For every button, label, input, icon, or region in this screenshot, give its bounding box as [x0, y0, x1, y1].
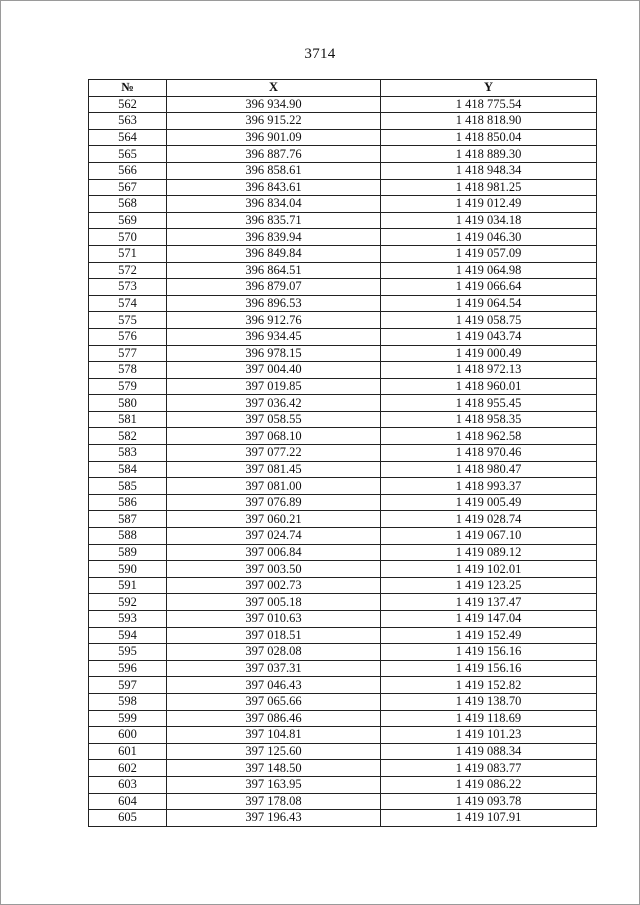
- table-row: [89, 328, 597, 345]
- y-coordinate-cell: 1 419 028.74: [381, 511, 597, 528]
- table-row: [89, 262, 597, 279]
- y-coordinate-cell: 1 419 152.82: [381, 677, 597, 694]
- point-number-cell: 578: [89, 362, 167, 379]
- point-number-cell: 570: [89, 229, 167, 246]
- table-row: [89, 411, 597, 428]
- x-coordinate-cell: 397 148.50: [167, 760, 381, 777]
- y-coordinate-cell: 1 418 955.45: [381, 395, 597, 412]
- table-row: [89, 810, 597, 827]
- point-number-cell: 579: [89, 378, 167, 395]
- point-number-cell: 581: [89, 411, 167, 428]
- point-number-cell: 567: [89, 179, 167, 196]
- y-coordinate-cell: 1 419 064.98: [381, 262, 597, 279]
- point-number-cell: 577: [89, 345, 167, 362]
- point-number-cell: 562: [89, 96, 167, 113]
- x-coordinate-cell: 397 002.73: [167, 577, 381, 594]
- y-coordinate-cell: 1 419 043.74: [381, 328, 597, 345]
- table-row: [89, 312, 597, 329]
- point-number-cell: 582: [89, 428, 167, 445]
- y-coordinate-cell: 1 418 958.35: [381, 411, 597, 428]
- table-row: [89, 760, 597, 777]
- table-row: [89, 561, 597, 578]
- x-coordinate-cell: 397 104.81: [167, 727, 381, 744]
- table-row: [89, 345, 597, 362]
- point-number-cell: 575: [89, 312, 167, 329]
- point-number-cell: 590: [89, 561, 167, 578]
- x-coordinate-cell: 397 060.21: [167, 511, 381, 528]
- table-row: [89, 445, 597, 462]
- point-number-cell: 565: [89, 146, 167, 163]
- y-coordinate-cell: 1 419 046.30: [381, 229, 597, 246]
- table-row: [89, 179, 597, 196]
- point-number-cell: 602: [89, 760, 167, 777]
- table-row: [89, 196, 597, 213]
- point-number-cell: 580: [89, 395, 167, 412]
- y-coordinate-cell: 1 419 156.16: [381, 644, 597, 661]
- point-number-cell: 572: [89, 262, 167, 279]
- y-coordinate-cell: 1 419 102.01: [381, 561, 597, 578]
- x-coordinate-cell: 397 081.45: [167, 461, 381, 478]
- point-number-cell: 595: [89, 644, 167, 661]
- x-coordinate-cell: 397 058.55: [167, 411, 381, 428]
- table-row: [89, 644, 597, 661]
- point-number-cell: 573: [89, 279, 167, 296]
- y-coordinate-cell: 1 419 034.18: [381, 212, 597, 229]
- x-coordinate-cell: 397 005.18: [167, 594, 381, 611]
- point-number-cell: 604: [89, 793, 167, 810]
- point-number-cell: 592: [89, 594, 167, 611]
- table-row: [89, 677, 597, 694]
- table-row: [89, 478, 597, 495]
- table-row: [89, 96, 597, 113]
- table-row: [89, 611, 597, 628]
- point-number-cell: 564: [89, 129, 167, 146]
- y-coordinate-cell: 1 418 972.13: [381, 362, 597, 379]
- point-number-cell: 601: [89, 743, 167, 760]
- y-coordinate-cell: 1 419 107.91: [381, 810, 597, 827]
- y-coordinate-cell: 1 418 980.47: [381, 461, 597, 478]
- table-body: [89, 96, 597, 826]
- x-coordinate-cell: 397 036.42: [167, 395, 381, 412]
- y-coordinate-cell: 1 419 101.23: [381, 727, 597, 744]
- table-row: [89, 627, 597, 644]
- table-row: [89, 113, 597, 130]
- y-coordinate-cell: 1 418 889.30: [381, 146, 597, 163]
- y-coordinate-cell: 1 419 058.75: [381, 312, 597, 329]
- point-number-cell: 585: [89, 478, 167, 495]
- x-coordinate-cell: 397 086.46: [167, 710, 381, 727]
- y-coordinate-cell: 1 419 138.70: [381, 693, 597, 710]
- table-row: [89, 544, 597, 561]
- y-coordinate-cell: 1 419 088.34: [381, 743, 597, 760]
- x-coordinate-cell: 397 019.85: [167, 378, 381, 395]
- y-coordinate-cell: 1 418 948.34: [381, 162, 597, 179]
- x-coordinate-cell: 396 934.90: [167, 96, 381, 113]
- y-coordinate-cell: 1 419 147.04: [381, 611, 597, 628]
- table-row: [89, 428, 597, 445]
- point-number-cell: 568: [89, 196, 167, 213]
- y-coordinate-cell: 1 419 000.49: [381, 345, 597, 362]
- x-coordinate-cell: 396 835.71: [167, 212, 381, 229]
- point-number-cell: 563: [89, 113, 167, 130]
- point-number-cell: 583: [89, 445, 167, 462]
- x-coordinate-cell: 397 068.10: [167, 428, 381, 445]
- x-coordinate-cell: 396 915.22: [167, 113, 381, 130]
- y-coordinate-cell: 1 419 118.69: [381, 710, 597, 727]
- x-coordinate-cell: 396 934.45: [167, 328, 381, 345]
- x-coordinate-cell: 397 006.84: [167, 544, 381, 561]
- point-number-cell: 596: [89, 660, 167, 677]
- x-coordinate-cell: 397 196.43: [167, 810, 381, 827]
- point-number-cell: 603: [89, 776, 167, 793]
- y-coordinate-cell: 1 418 993.37: [381, 478, 597, 495]
- table-row: [89, 229, 597, 246]
- y-coordinate-cell: 1 419 057.09: [381, 245, 597, 262]
- y-coordinate-cell: 1 418 960.01: [381, 378, 597, 395]
- point-number-cell: 598: [89, 693, 167, 710]
- y-coordinate-cell: 1 419 156.16: [381, 660, 597, 677]
- x-coordinate-cell: 397 077.22: [167, 445, 381, 462]
- table-row: [89, 710, 597, 727]
- y-coordinate-cell: 1 418 850.04: [381, 129, 597, 146]
- table-row: [89, 295, 597, 312]
- x-coordinate-cell: 397 003.50: [167, 561, 381, 578]
- y-coordinate-cell: 1 419 089.12: [381, 544, 597, 561]
- coordinates-table: [88, 79, 597, 827]
- table-row: [89, 693, 597, 710]
- column-header-x: X: [167, 80, 381, 97]
- x-coordinate-cell: 397 037.31: [167, 660, 381, 677]
- table-row: [89, 245, 597, 262]
- table-row: [89, 362, 597, 379]
- y-coordinate-cell: 1 419 137.47: [381, 594, 597, 611]
- point-number-cell: 591: [89, 577, 167, 594]
- x-coordinate-cell: 397 178.08: [167, 793, 381, 810]
- y-coordinate-cell: 1 419 005.49: [381, 494, 597, 511]
- y-coordinate-cell: 1 419 123.25: [381, 577, 597, 594]
- page-number: 3714: [304, 46, 336, 62]
- y-coordinate-cell: 1 419 067.10: [381, 528, 597, 545]
- table-row: [89, 494, 597, 511]
- x-coordinate-cell: 397 076.89: [167, 494, 381, 511]
- x-coordinate-cell: 396 834.04: [167, 196, 381, 213]
- x-coordinate-cell: 396 843.61: [167, 179, 381, 196]
- point-number-cell: 566: [89, 162, 167, 179]
- point-number-cell: 589: [89, 544, 167, 561]
- table-row: [89, 279, 597, 296]
- table-row: [89, 212, 597, 229]
- y-coordinate-cell: 1 418 981.25: [381, 179, 597, 196]
- table-row: [89, 727, 597, 744]
- point-number-cell: 569: [89, 212, 167, 229]
- point-number-cell: 588: [89, 528, 167, 545]
- point-number-cell: 574: [89, 295, 167, 312]
- point-number-cell: 587: [89, 511, 167, 528]
- x-coordinate-cell: 397 125.60: [167, 743, 381, 760]
- table-row: [89, 162, 597, 179]
- x-coordinate-cell: 396 887.76: [167, 146, 381, 163]
- y-coordinate-cell: 1 419 012.49: [381, 196, 597, 213]
- point-number-cell: 576: [89, 328, 167, 345]
- table-row: [89, 461, 597, 478]
- x-coordinate-cell: 397 163.95: [167, 776, 381, 793]
- table-row: [89, 660, 597, 677]
- table-row: [89, 793, 597, 810]
- table-row: [89, 511, 597, 528]
- table-header-row: [89, 80, 597, 97]
- x-coordinate-cell: 397 081.00: [167, 478, 381, 495]
- y-coordinate-cell: 1 419 093.78: [381, 793, 597, 810]
- table-row: [89, 594, 597, 611]
- x-coordinate-cell: 397 028.08: [167, 644, 381, 661]
- x-coordinate-cell: 397 046.43: [167, 677, 381, 694]
- y-coordinate-cell: 1 418 818.90: [381, 113, 597, 130]
- table-row: [89, 395, 597, 412]
- table-row: [89, 146, 597, 163]
- y-coordinate-cell: 1 418 970.46: [381, 445, 597, 462]
- x-coordinate-cell: 397 010.63: [167, 611, 381, 628]
- point-number-cell: 599: [89, 710, 167, 727]
- y-coordinate-cell: 1 418 775.54: [381, 96, 597, 113]
- point-number-cell: 597: [89, 677, 167, 694]
- x-coordinate-cell: 396 896.53: [167, 295, 381, 312]
- x-coordinate-cell: 396 839.94: [167, 229, 381, 246]
- y-coordinate-cell: 1 419 152.49: [381, 627, 597, 644]
- point-number-cell: 586: [89, 494, 167, 511]
- x-coordinate-cell: 396 879.07: [167, 279, 381, 296]
- x-coordinate-cell: 396 978.15: [167, 345, 381, 362]
- table-row: [89, 378, 597, 395]
- column-header-number: №: [89, 80, 167, 97]
- y-coordinate-cell: 1 419 083.77: [381, 760, 597, 777]
- x-coordinate-cell: 396 864.51: [167, 262, 381, 279]
- x-coordinate-cell: 396 858.61: [167, 162, 381, 179]
- point-number-cell: 571: [89, 245, 167, 262]
- column-header-y: Y: [381, 80, 597, 97]
- x-coordinate-cell: 396 901.09: [167, 129, 381, 146]
- x-coordinate-cell: 396 912.76: [167, 312, 381, 329]
- table-row: [89, 129, 597, 146]
- point-number-cell: 584: [89, 461, 167, 478]
- table-row: [89, 776, 597, 793]
- point-number-cell: 600: [89, 727, 167, 744]
- x-coordinate-cell: 397 018.51: [167, 627, 381, 644]
- x-coordinate-cell: 397 004.40: [167, 362, 381, 379]
- y-coordinate-cell: 1 419 066.64: [381, 279, 597, 296]
- point-number-cell: 605: [89, 810, 167, 827]
- x-coordinate-cell: 397 024.74: [167, 528, 381, 545]
- table-row: [89, 743, 597, 760]
- y-coordinate-cell: 1 419 086.22: [381, 776, 597, 793]
- table-row: [89, 577, 597, 594]
- x-coordinate-cell: 396 849.84: [167, 245, 381, 262]
- y-coordinate-cell: 1 419 064.54: [381, 295, 597, 312]
- y-coordinate-cell: 1 418 962.58: [381, 428, 597, 445]
- table-row: [89, 528, 597, 545]
- point-number-cell: 593: [89, 611, 167, 628]
- x-coordinate-cell: 397 065.66: [167, 693, 381, 710]
- point-number-cell: 594: [89, 627, 167, 644]
